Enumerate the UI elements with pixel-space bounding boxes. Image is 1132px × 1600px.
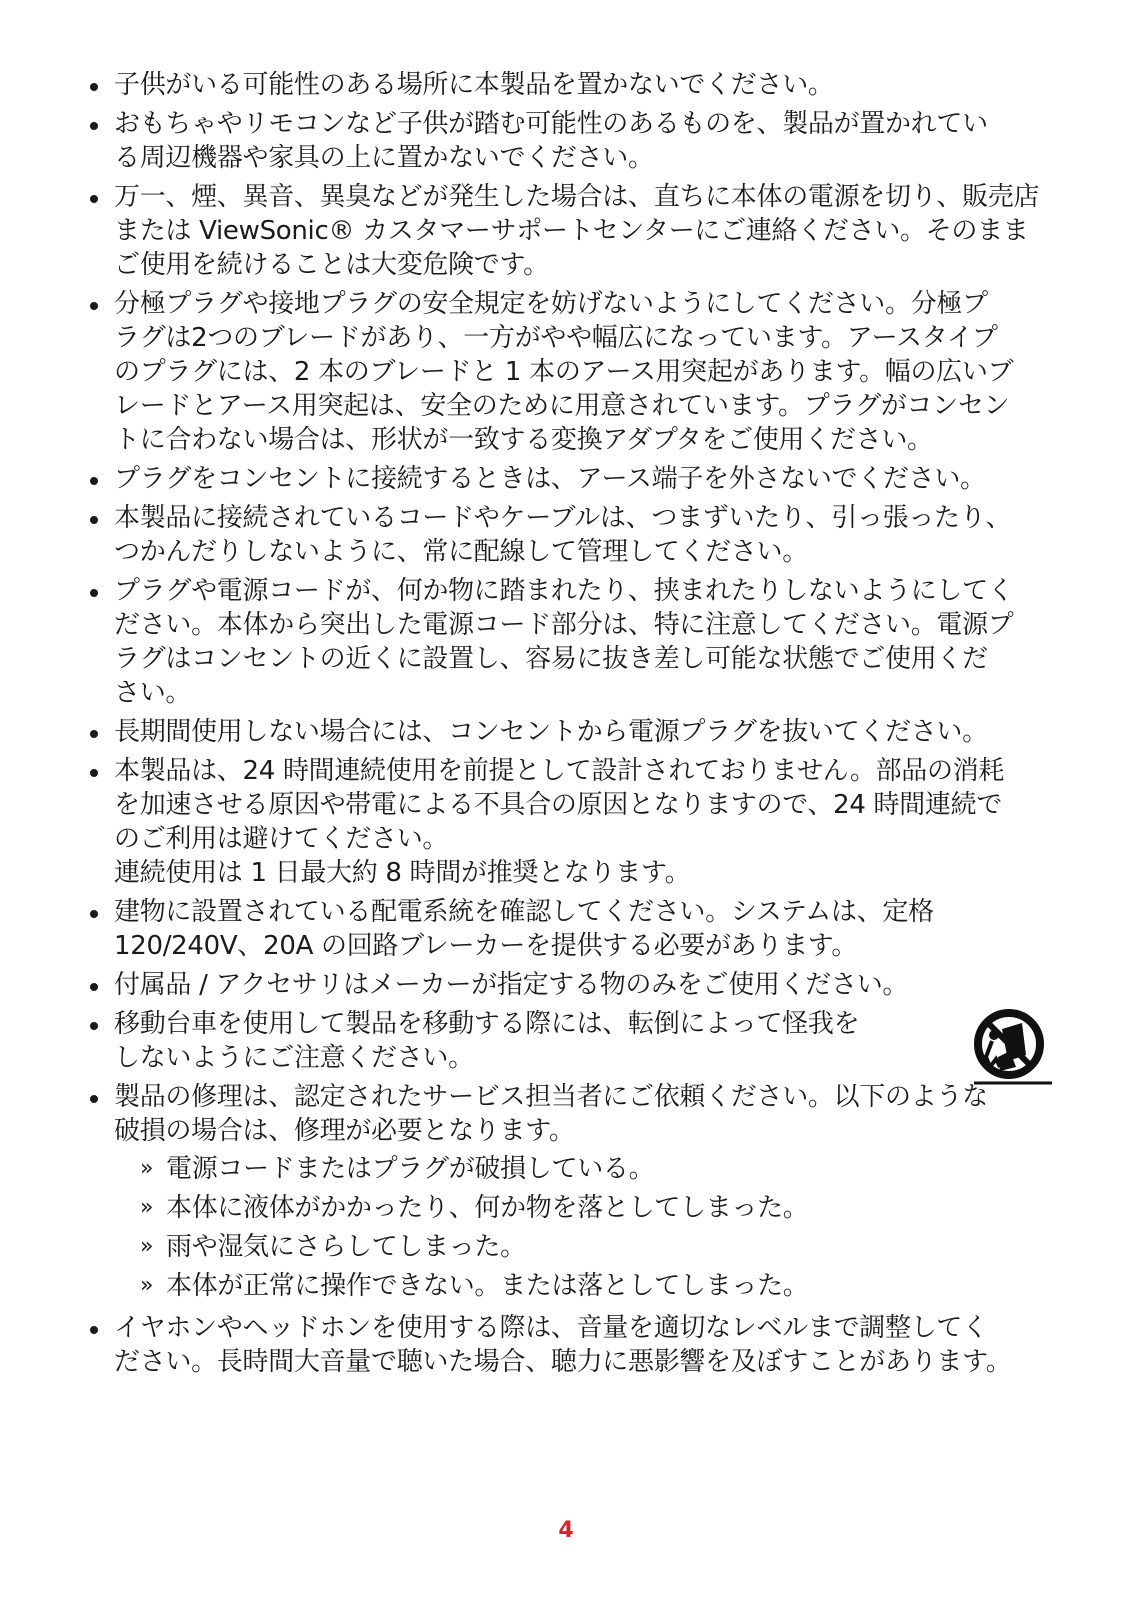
- bullet-line: 万一、煙、異音、異臭などが発生した場合は、直ちに本体の電源を切り、販売店: [114, 182, 1040, 212]
- bullet-line: 破損の場合は、修理が必要となります。: [114, 1116, 575, 1146]
- bullet-line: ご使用を続けることは大変危険です。: [114, 250, 549, 280]
- list-item: [88, 754, 1060, 890]
- bullet-line: ラグはコンセントの近くに設置し、容易に抜き差し可能な状態でご使用くだ: [114, 644, 988, 674]
- bullet-line: しないようにご注意ください。: [114, 1043, 474, 1073]
- repair-condition-list: [114, 1152, 1060, 1303]
- bullet-line: または ViewSonic® カスタマーサポートセンターにご連絡ください。そのまま: [114, 216, 1029, 246]
- bullet-line: プラグをコンセントに接続するときは、アース端子を外さないでください。: [114, 464, 986, 494]
- bullet-line: レードとアース用突起は、安全のために用意されています。プラグがコンセン: [114, 391, 1010, 421]
- bullet-line: を加速させる原因や帯電による不具合の原因となりますので、24 時間連続で: [114, 790, 1003, 820]
- bullet-line: つかんだりしないように、常に配線して管理してください。: [114, 537, 808, 567]
- list-item: [88, 462, 1060, 496]
- sub-list-item: [114, 1230, 1060, 1264]
- bullet-line: 分極プラグや接地プラグの安全規定を妨げないようにしてください。分極プ: [114, 289, 988, 319]
- bullet-line: 付属品 / アクセサリはメーカーが指定する物のみをご使用ください。: [114, 970, 909, 1000]
- chevron-right-icon: »: [140, 1273, 154, 1298]
- chevron-right-icon: »: [140, 1234, 154, 1259]
- list-item: [88, 68, 1060, 102]
- list-item: [88, 715, 1060, 749]
- safety-bullet-list: [88, 68, 1060, 1379]
- list-item: [88, 501, 1060, 569]
- bullet-line: 本製品は、24 時間連続使用を前提として設計されておりません。部品の消耗: [114, 756, 1005, 786]
- sub-list-item: [114, 1191, 1060, 1225]
- bullet-line: 長期間使用しない場合には、コンセントから電源プラグを抜いてください。: [114, 717, 988, 747]
- list-item: [88, 107, 1060, 175]
- bullet-line: さい。: [114, 678, 192, 708]
- list-item: [88, 968, 1060, 1002]
- page-number: 4: [558, 1518, 574, 1543]
- sub-item-text: 本体が正常に操作できない。または落としてしまった。: [166, 1271, 809, 1301]
- bullet-line: 移動台車を使用して製品を移動する際には、転倒によって怪我を: [114, 1009, 860, 1039]
- sub-item-text: 雨や湿気にさらしてしまった。: [166, 1232, 526, 1262]
- bullet-line: トに合わない場合は、形状が一致する変換アダプタをご使用ください。: [114, 425, 933, 455]
- bullet-line: 連続使用は 1 日最大約 8 時間が推奨となります。: [114, 858, 691, 888]
- sub-item-text: 本体に液体がかかったり、何か物を落としてしまった。: [166, 1193, 809, 1223]
- bullet-line: ださい。本体から突出した電源コード部分は、特に注意してください。電源プ: [114, 610, 1014, 640]
- sub-item-text: 電源コードまたはプラグが破損している。: [166, 1154, 655, 1184]
- sub-list-item: [114, 1152, 1060, 1186]
- list-item: [88, 180, 1060, 282]
- bullet-line: 120/240V、20A の回路ブレーカーを提供する必要があります。: [114, 931, 858, 961]
- bullet-line: 本製品に接続されているコードやケーブルは、つまずいたり、引っ張ったり、: [114, 503, 1012, 533]
- bullet-line: ださい。長時間大音量で聴いた場合、聴力に悪影響を及ぼすことがあります。: [114, 1347, 1012, 1377]
- sub-list-item: [114, 1269, 1060, 1303]
- list-item: [88, 287, 1060, 457]
- list-item: [88, 574, 1060, 710]
- bullet-line: イヤホンやヘッドホンを使用する際は、音量を適切なレベルまで調整してく: [114, 1313, 988, 1343]
- cart-tip-over-warning-icon: [966, 1009, 1056, 1087]
- bullet-line: おもちゃやリモコンなど子供が踏む可能性のあるものを、製品が置かれてい: [114, 109, 988, 139]
- bullet-line: る周辺機器や家具の上に置かないでください。: [114, 143, 654, 173]
- bullet-line: プラグや電源コードが、何か物に踏まれたり、挟まれたりしないようにしてく: [114, 576, 1014, 606]
- list-item: [88, 1007, 1060, 1075]
- bullet-line: のご利用は避けてください。: [114, 824, 449, 854]
- bullet-line: ラグは2つのブレードがあり、一方がやや幅広になっています。アースタイプ: [114, 323, 998, 353]
- safety-content: [88, 68, 1060, 1384]
- bullet-line: 製品の修理は、認定されたサービス担当者にご依頼ください。以下のような: [114, 1082, 988, 1112]
- bullet-line: 子供がいる可能性のある場所に本製品を置かないでください。: [114, 70, 834, 100]
- chevron-right-icon: »: [140, 1195, 154, 1220]
- bullet-line: のプラグには、2 本のブレードと 1 本のアース用突起があります。幅の広いブ: [114, 357, 1014, 387]
- bullet-line: 建物に設置されている配電系統を確認してください。システムは、定格: [114, 897, 934, 927]
- chevron-right-icon: »: [140, 1156, 154, 1181]
- list-item: [88, 1311, 1060, 1379]
- list-item: [88, 1080, 1060, 1303]
- list-item: [88, 895, 1060, 963]
